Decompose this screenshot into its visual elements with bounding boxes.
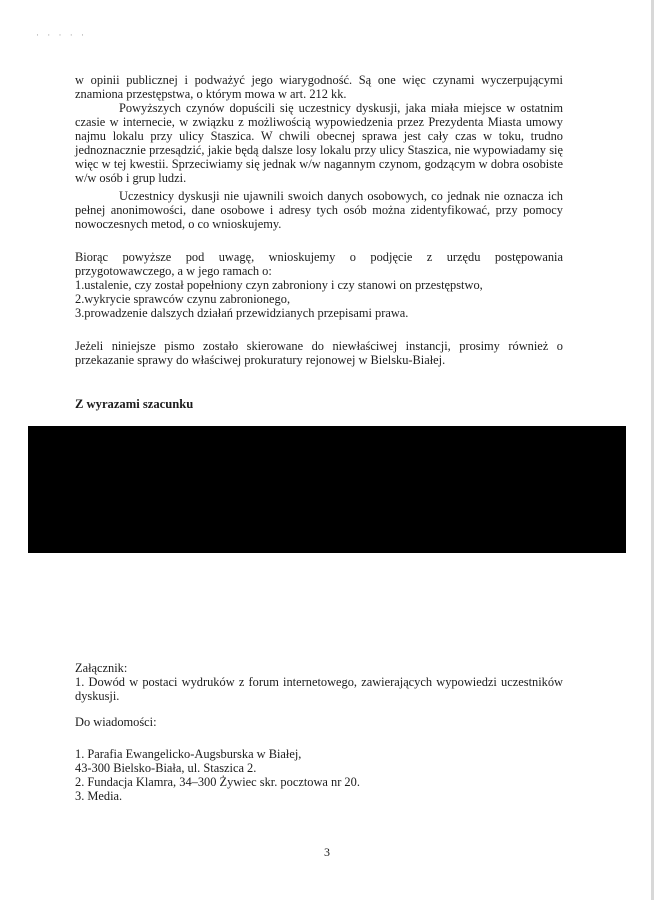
cc-item: 1. Parafia Ewangelicko-Augsburska w Białej,: [75, 747, 302, 761]
redacted-signature-block: [28, 426, 626, 553]
paragraph-2-text: Powyższych czynów dopuścili się uczestnicy dyskusji, jaka miała miejsce w ostatnim czasie w internecie, w związku z możliwością wypowiedzenia przez Prezydenta Miasta umowy najmu lokalu przy ulicy Staszica. W chwili obecnej sprawa jest cały czas w toku, trudno jednoznacznie przesądzić, jakie będą dalsze losy lokalu przy ulicy Staszica, nie wypowiadamy się więc w tej kwestii. Sprzeciwiamy się jednak w/w nagannym czynom, godzącym w dobra osobiste w/w osób i grup ludzi.: [75, 101, 563, 185]
cc-item: 2. Fundacja Klamra, 34–300 Żywiec skr. pocztowa nr 20.: [75, 775, 360, 789]
closing-salutation: Z wyrazami szacunku: [75, 397, 194, 411]
cc-label-block: [75, 715, 563, 729]
list-item: 1.ustalenie, czy został popełniony czyn zabroniony i czy stanowi on przestępstwo,: [75, 278, 483, 292]
page-number: 3: [324, 845, 330, 859]
attachment-label: Załącznik:: [75, 661, 128, 675]
list-item: 3.prowadzenie dalszych działań przewidzianych przepisami prawa.: [75, 306, 409, 320]
cc-list: [75, 747, 563, 803]
paragraph-1: [75, 73, 563, 101]
scan-artifact-mark: · · · · ·: [36, 30, 87, 40]
paragraph-3-text: Uczestnicy dyskusji nie ujawnili swoich danych osobowych, co jednak nie oznacza ich pełnej anonimowości, dane osobowe i adresy tych osób można zidentyfikować, przy pomocy nowoczesnych metod, o co wnioskujemy.: [75, 189, 563, 231]
paragraph-1-text: w opinii publicznej i podważyć jego wiarygodność. Są one więc czynami wyczerpującymi znamiona przestępstwa, o którym mowa w art. 212 kk.: [75, 73, 563, 101]
cc-label: Do wiadomości:: [75, 715, 157, 729]
paragraph-3: [75, 189, 563, 231]
cc-item: 3. Media.: [75, 789, 123, 803]
paragraph-4-text: Biorąc powyższe pod uwagę, wnioskujemy o podjęcie z urzędu postępowania przygotowawczego, a w jego ramach o:: [75, 250, 563, 278]
cc-item: 43-300 Bielsko-Biała, ul. Staszica 2.: [75, 761, 257, 775]
paragraph-5-text: Jeżeli niniejsze pismo zostało skierowane do niewłaściwej instancji, prosimy również o przekazanie sprawy do właściwej prokuratury rejonowej w Bielsku-Białej.: [75, 339, 563, 367]
paragraph-5: [75, 339, 563, 367]
attachment-text: 1. Dowód w postaci wydruków z forum internetowego, zawierających wypowiedzi uczestników dyskusji.: [75, 675, 563, 703]
list-item: 2.wykrycie sprawców czynu zabronionego,: [75, 292, 291, 306]
paragraph-4: [75, 250, 563, 278]
request-list: [75, 278, 563, 320]
paragraph-2: [75, 101, 563, 185]
attachment-section: [75, 661, 563, 703]
